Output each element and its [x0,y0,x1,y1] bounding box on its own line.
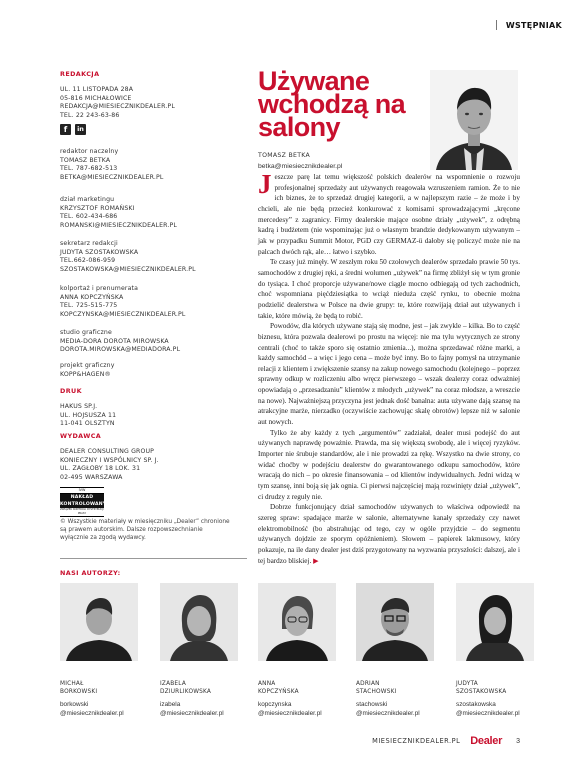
title-line: salony [258,112,340,142]
article-paragraph: Tylko że aby każdy z tych „argumentów” zadziałał, dealer musi podejść do aut używanych naprawdę poważnie. Prawda, ma się większą swobodę, ale i więcej ryzyków. Importer nie śrubuje standardów, ale i nie prowadzi za rękę. Wszystko na dwie strony, co widać choćby w podejściu dealerstw do gwarantowanego odkupu samochodów, które wracają do nich – po okresie finansowania – od klientów indywidualnych. Jedni widzą w tym szansę, inni boją się jak ognia. Ci pierwsi najczęściej mają rozwinięty dział „używek”, ci drudzy z reguły nie. [258,428,520,501]
kontrol-top: IVW [60,487,104,494]
author-first-name: JUDYTA [456,681,478,687]
author-photo-illustration [356,583,434,661]
end-mark-icon: ▶ [313,556,319,565]
author-card [356,583,436,717]
distribution-block [60,285,230,319]
author-first-name: MICHAŁ [60,681,84,687]
author-first-name: IZABELA [160,681,187,687]
druk-line: HAKUS SP.J. [60,403,98,410]
article-paragraph: Powodów, dla których używane stają się modne, jest – jak zwykle – kilka. Bo to część biznesu, która pozwala dealerowi po prostu na więcej: nie ma tylu wytycznych ze strony centrali (choć to także sporo się ostatnio zmienia...), można sprzedawać różne marki, a każdy samochód – a więc i jego cena – może być inny. Bo to fajny pomysł na utrzymanie relacji z klientem i zwiększenie szansy na zakup nowego samochodu (kolejnego – poprzez sprawny odkup w rozliczeniu albo wręcz pierwszego – wszak dealerzy coraz odważniej opowiadają o „przesadzaniu” klientów z młodych „używek” na coraz młodsze, a wreszcie na nowe). Najważniejszą przyczyna jest jednak dość banalna: auta używane dają szansę na atrakcyjne marże, nierzadko (oczywiście zachowując skalę obrotów) lepsze niż w salonie aut nowych. [258,322,520,427]
druk-line: 11-041 OLSZTYN [60,420,115,428]
section-tag [496,20,562,30]
author-photo [160,583,238,661]
person-email[interactable]: KOPCZYNSKA@MIESIECZNIKDEALER.PL [60,310,186,318]
role-label: projekt graficzny [60,362,115,369]
author-photo-illustration [456,583,534,661]
author-photo [60,583,138,661]
role-label: dział marketingu [60,196,115,203]
druk-line: UL. HOJSUSZA 11 [60,411,117,419]
email-domain: @miesiecznikdealer.pl [60,709,124,717]
author-email[interactable] [456,701,540,718]
author-photo-illustration [258,583,336,661]
marketing-block [60,196,230,230]
author-last-name: DZIURLIKOWSKA [160,688,212,695]
design-name: KOPP&HAGEN® [60,370,111,378]
author-photo-illustration [60,583,138,661]
email-domain: @miesiecznikdealer.pl [356,709,420,717]
wydawca-label: WYDAWCA [60,432,102,440]
social-links [60,124,230,135]
author-first-name: ADRIAN [356,681,380,687]
author-name [356,681,440,696]
email-user: stachowski [356,701,388,708]
author-photo [258,583,336,661]
redakcja-label: REDAKCJA [60,70,100,78]
article-paragraph: Te czasy już minęły. W zeszłym roku 50 czołowych dealerów sprzedało prawie 50 tys. samochodów z drugiej ręki, a średni wolumen „używek” na firmę zbliżył się w tym gronie do tysiąca. I choć proporcje używane/nowe ciągle mocno odbiegają od tych zachodnich, choć wspomniana pięćdziesiątka to wciąż nieduża część rynku, to obecnie można podzielić dealerstwa w Polsce na dwie grupy: te, które rozwijają dział aut używanych i takie, które mówią, że będą to robić. [258,258,520,320]
copyright-note [60,518,230,543]
email-domain: @miesiecznikdealer.pl [160,709,224,717]
person-email[interactable]: BETKA@MIESIECZNIKDEALER.PL [60,173,164,181]
drop-cap: J [258,169,272,199]
person-name: ANNA KOPCZYŃSKA [60,293,124,301]
portrait-illustration [430,70,518,170]
author-last-name: SZOSTAKOWSKA [456,688,507,695]
page-number: 3 [516,737,520,745]
email-user: kopczynska [258,701,292,708]
person-phone: TEL.662-086-959 [60,257,116,265]
studio-block [60,329,230,355]
author-last-name: BORKOWSKI [60,688,98,695]
page-footer [372,735,520,747]
copyright-line: są prawem autorskim. Dalsze rozpowszechnianie [60,527,203,534]
email-domain: @miesiecznikdealer.pl [456,709,520,717]
nakład-kontrolowany-logo [60,487,107,517]
role-label: kolportaż i prenumerata [60,285,139,292]
author-first-name: ANNA [258,681,276,687]
email-user: izabela [160,701,181,708]
wydawca-block [60,432,230,482]
author-last-name: KOPCZYŃSKA [258,688,299,695]
copyright-line: © Wszystkie materiały w miesięczniku „Dealer” chronione [60,519,230,525]
author-email[interactable] [356,701,440,718]
article-author-email[interactable]: betka@miesiecznikdealer.pl [258,163,343,170]
author-name [456,681,540,696]
email-domain: @miesiecznikdealer.pl [258,709,322,717]
person-phone: TEL. 787-682-513 [60,165,118,173]
wydawca-line: DEALER CONSULTING GROUP [60,448,155,455]
paragraph-text: eszcze parę lat temu większość polskich dealerów na wspomnienie o rozwoju profesjonalnej sprzedaży aut używanych reagowała wzruszeniem ramion. Że to nie ich biznes, że to sprzedaż drugiej kategorii, a w najlepszym razie – że może i by chcieli, ale nie będą przecież konkurować z komisami sprowadzającymi „kręcone mercedesy” z zagranicy. Firmy dealerskie mające osobne działy „używek”, z odrębną kadrą i budżetem (nie wspominając już o własnym brandzie dedykowanym używanym – jak w przypadku Summit Motor, PGD czy GERMAZ-ü dałoby się policzyć może nie na palcach dwóch rąk, ale… łatwo i szybko. [258,173,520,256]
address-line: UL. 11 LISTOPADA 28A [60,86,134,93]
address-line: 05-816 MICHAŁOWICE [60,94,132,102]
author-name [258,681,342,696]
wydawca-line: UL. ZAGŁOBY 18 LOK. 31 [60,465,141,473]
person-name: JUDYTA SZOSTAKOWSKA [60,248,139,256]
person-phone: TEL. 725-515-775 [60,302,118,310]
design-block [60,362,230,379]
author-portrait [430,70,518,170]
address-phone: TEL. 22 243-63-86 [60,111,120,119]
footer-site[interactable]: MIESIECZNIKDEALER.PL [372,737,461,745]
editor-block [60,148,230,182]
title-line: Używane [258,66,370,96]
article-paragraph [258,169,520,257]
author-email[interactable] [258,701,342,718]
linkedin-icon[interactable]: in [75,124,86,135]
article-paragraph [258,502,520,566]
author-email[interactable] [60,701,144,718]
kontrol-bottom: ZWIĄZEK KONTROLI DYSTRYBUCJI PRASY [60,508,104,515]
author-photo [456,583,534,661]
paragraph-text: Dobrze funkcjonujący dział samochodów używanych to właściwa odpowiedź na szereg spraw: spadające marże w salonie, alternatywne kanały sprzedaży czy nawet elektromobilność (bo abstrahując od tego, czy w ogóle przyjdzie – do segmentu używanych dojdzie ze sporym opóźnieniem). Słowem – papierek lakmusowy, który pokazuje, na ile dany dealer jest dziś przygotowany na wyzwania przyszłości: dalszej, ale i tej bardzo bliskiej. [258,503,520,565]
dealer-logo: Dealer [470,735,503,747]
person-phone: TEL. 602-434-686 [60,213,118,221]
druk-label: DRUK [60,387,82,395]
copyright-line: wyłącznie za zgodą wydawcy. [60,535,146,542]
redakcja-block [60,70,230,135]
person-email[interactable]: SZOSTAKOWSKA@MIESIECZNIKDEALER.PL [60,265,196,273]
email-user: szostakowska [456,701,496,708]
role-label: studio graficzne [60,329,112,336]
author-last-name: STACHOWSKI [356,688,397,695]
author-card [258,583,338,717]
wydawca-address [60,448,230,482]
email-user: borkowski [60,701,89,708]
author-card [456,583,536,717]
person-name: KRZYSZTOF ROMAŃSKI [60,204,135,212]
person-email[interactable]: ROMANSKI@MIESIECZNIKDEALER.PL [60,221,178,229]
title-line: wchodzą na [258,89,406,119]
person-name: TOMASZ BETKA [60,156,111,164]
article-title [258,66,406,142]
studio-name: MEDIA-DORA DOROTA MIROWSKA [60,337,169,345]
druk-block [60,387,230,429]
author-card [60,583,140,717]
facebook-icon[interactable]: f [60,124,71,135]
address-email[interactable]: REDAKCJA@MIESIECZNIKDEALER.PL [60,103,175,111]
wydawca-line: 02-495 WARSZAWA [60,473,123,481]
section-divider [496,20,497,30]
author-email[interactable] [160,701,244,718]
role-label: sekretarz redakcji [60,240,118,247]
article-author: TOMASZ BETKA [258,152,311,159]
druk-address [60,403,230,429]
author-name [60,681,144,696]
author-photo-illustration [160,583,238,661]
studio-email[interactable]: DOROTA.MIROWSKA@MEDIADORA.PL [60,346,181,354]
redakcja-address [60,86,230,120]
kontrol-main: NAKŁAD KONTROLOWANY [60,495,107,507]
author-name [160,681,244,696]
author-photo [356,583,434,661]
secretary-block [60,240,230,274]
wydawca-line: KONIECZNY I WSPÓLNICY SP. J. [60,456,159,464]
authors-label: NASI AUTORZY: [60,569,121,577]
divider-rule [60,558,247,559]
article-body [258,169,520,566]
section-label: WSTĘPNIAK [505,21,562,30]
author-card [160,583,240,717]
role-label: redaktor naczelny [60,148,119,155]
